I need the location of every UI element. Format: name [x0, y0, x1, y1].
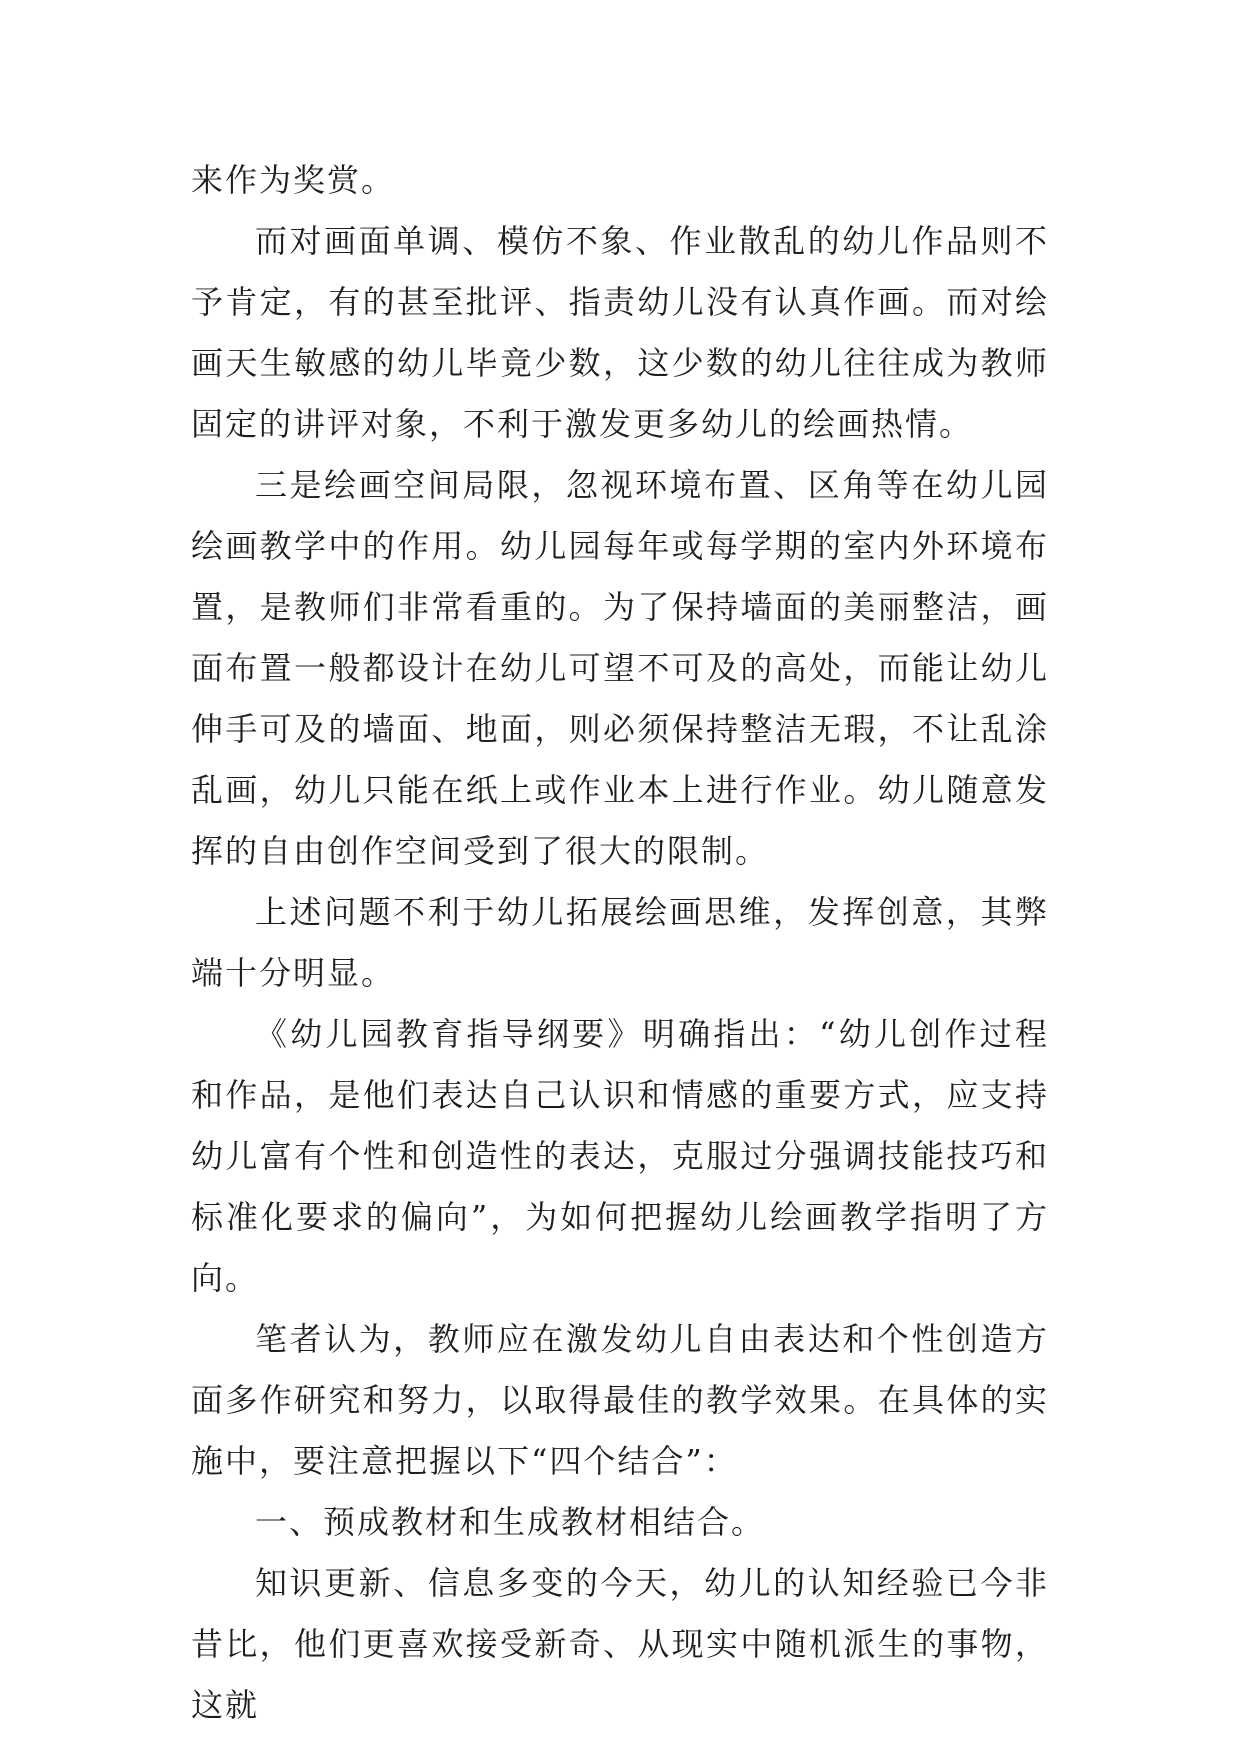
paragraph-monotone-works: 而对画面单调、模仿不象、作业散乱的幼儿作品则不予肯定，有的甚至批评、指责幼儿没有认真作画。而对绘画天生敏感的幼儿毕竟少数，这少数的幼儿往往成为教师固定的讲评对象，不利于激发更多幼儿的绘画热情。	[191, 222, 1049, 443]
paragraph-knowledge-update: 知识更新、信息多变的今天，幼儿的认知经验已今非昔比，他们更喜欢接受新奇、从现实中随机派生的事物，这就	[191, 1564, 1049, 1724]
paragraph-author-view: 笔者认为，教师应在激发幼儿自由表达和个性创造方面多作研究和努力，以取得最佳的教学效果。在具体的实施中，要注意把握以下“四个结合”：	[191, 1320, 1049, 1480]
document-page	[191, 150, 1049, 1736]
paragraph-guideline-quote: 《幼儿园教育指导纲要》明确指出：“幼儿创作过程和作品，是他们表达自己认识和情感的重要方式，应支持幼儿富有个性和创造性的表达，克服过分强调技能技巧和标准化要求的偏向”，为如何把握幼儿绘画教学指明了方向。	[191, 1015, 1049, 1297]
paragraph-problems-summary: 上述问题不利于幼儿拓展绘画思维，发挥创意，其弊端十分明显。	[191, 893, 1049, 992]
paragraph-limited-space: 三是绘画空间局限，忽视环境布置、区角等在幼儿园绘画教学中的作用。幼儿园每年或每学期的室内外环境布置，是教师们非常看重的。为了保持墙面的美丽整洁，画面布置一般都设计在幼儿可望不可及的高处，而能让幼儿伸手可及的墙面、地面，则必须保持整洁无瑕，不让乱涂乱画，幼儿只能在纸上或作业本上进行作业。幼儿随意发挥的自由创作空间受到了很大的限制。	[191, 466, 1049, 870]
section-heading-one: 一、预成教材和生成教材相结合。	[255, 1503, 766, 1541]
paragraph-reward-ending: 来作为奖赏。	[191, 161, 396, 199]
